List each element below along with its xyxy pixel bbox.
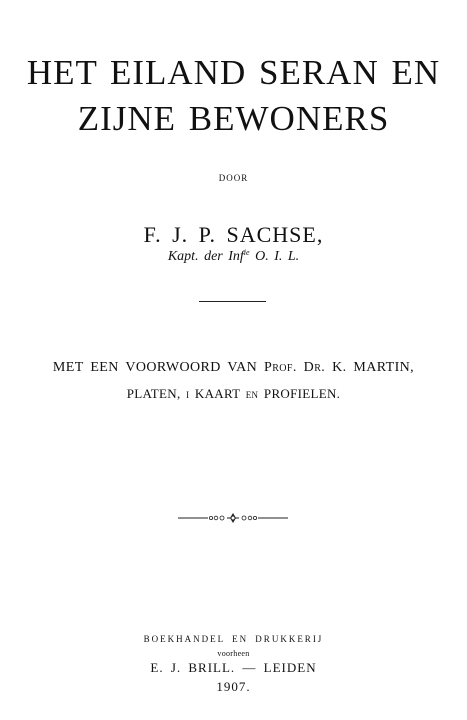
author-rank-suffix: O. I. L. xyxy=(249,249,300,264)
map-count: i xyxy=(186,386,190,401)
author-rank-prefix: Kapt. der Inf xyxy=(167,249,244,264)
profiles-text: PROFIELEN. xyxy=(258,386,341,401)
preface-text: MET EEN VOORWOORD VAN xyxy=(52,360,265,375)
preface-titles: Prof. Dr. xyxy=(264,360,326,375)
map-text: KAART xyxy=(189,386,246,401)
plates-text: PLATEN, xyxy=(126,386,187,401)
preface-author: K. MARTIN, xyxy=(325,360,415,375)
publication-year: 1907. xyxy=(216,679,251,694)
ornament-divider xyxy=(178,510,288,526)
by-label: DOOR xyxy=(218,173,249,183)
publisher-name: E. J. BRILL. — LEIDEN xyxy=(150,660,317,675)
conjunction-text: en xyxy=(245,386,259,401)
author-rank xyxy=(0,249,467,264)
publisher-line: BOEKHANDEL EN DRUKKERIJ xyxy=(143,634,324,644)
book-title-line-1: HET EILAND SERAN EN xyxy=(26,53,441,92)
author-name: F. J. P. SACHSE, xyxy=(143,222,324,247)
book-title-line-2: ZIJNE BEWONERS xyxy=(77,99,390,138)
preface-line-1 xyxy=(0,361,467,375)
formerly-label: voorheen xyxy=(217,649,250,658)
author-rank-superscript: ie xyxy=(243,248,250,257)
preface-line-2 xyxy=(0,387,467,400)
divider-rule xyxy=(199,301,266,302)
